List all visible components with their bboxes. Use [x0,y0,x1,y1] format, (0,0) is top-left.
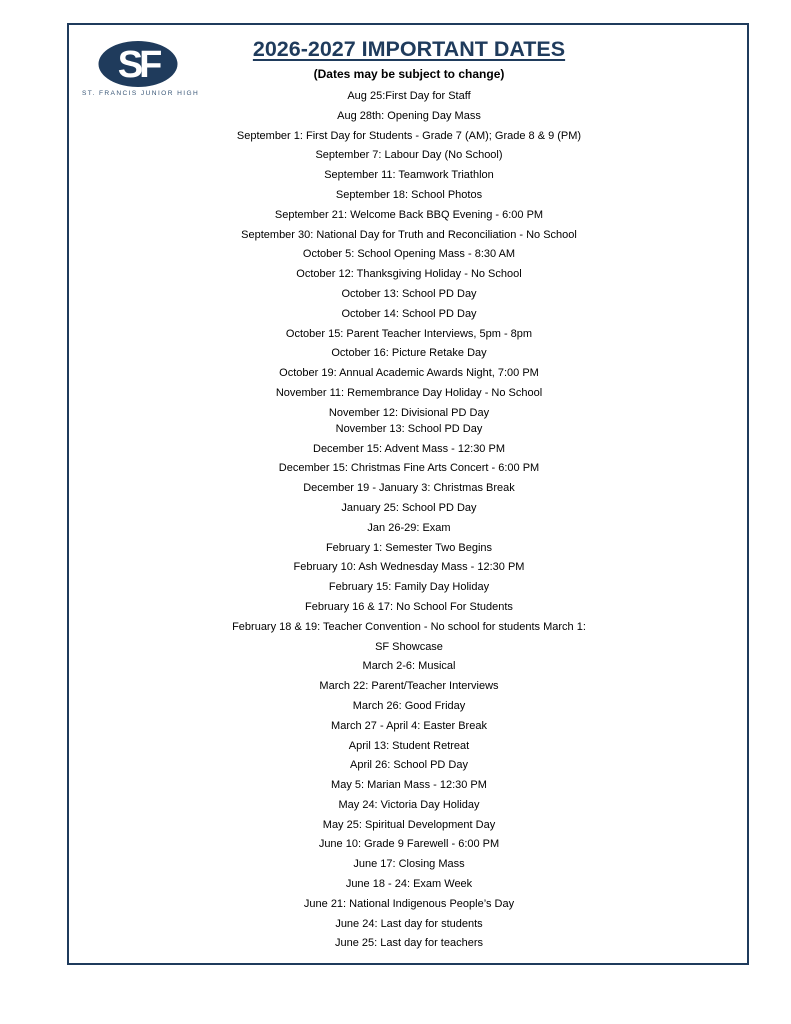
date-item: June 18 - 24: Exam Week [345,878,473,891]
date-item: September 18: School Photos [335,188,483,201]
date-item: October 14: School PD Day [341,307,477,320]
date-item: SF Showcase [375,640,443,653]
date-item: December 15: Christmas Fine Arts Concert - 6:00 PM [278,462,540,475]
date-item: February 15: Family Day Holiday [328,581,490,594]
date-item: May 24: Victoria Day Holiday [338,798,480,811]
date-item: October 19: Annual Academic Awards Night, 7:00 PM [279,367,539,380]
date-item: April 26: School PD Day [350,759,468,772]
date-item: October 12: Thanksgiving Holiday - No School [296,268,522,281]
date-item: February 10: Ash Wednesday Mass - 12:30 PM [293,561,525,574]
logo-monogram: SF [117,44,159,86]
date-item: February 1: Semester Two Begins [325,541,493,554]
important-dates-list [0,88,791,955]
date-item: January 25: School PD Day [341,501,477,514]
date-item: June 25: Last day for teachers [335,937,483,950]
date-item: October 15: Parent Teacher Interviews, 5pm - 8pm [285,327,533,340]
date-item: November 11: Remembrance Day Holiday - No School [275,386,543,399]
logo-caption: ST. FRANCIS JUNIOR HIGH [82,90,200,97]
date-item: October 16: Picture Retake Day [331,347,487,360]
date-item: September 11: Teamwork Triathlon [324,169,494,182]
date-item: February 16 & 17: No School For Students [305,600,513,613]
date-item: June 17: Closing Mass [353,858,465,871]
date-item: Jan 26-29: Exam [367,521,451,534]
date-item: June 21: National Indigenous People’s Day [303,897,515,910]
date-item: March 22: Parent/Teacher Interviews [319,680,499,693]
date-item: September 30: National Day for Truth and Reconciliation - No School [241,228,577,241]
date-item: April 13: Student Retreat [348,739,470,752]
date-item: June 24: Last day for students [335,917,483,930]
date-item: December 19 - January 3: Christmas Break [303,482,515,495]
date-item: November 12: Divisional PD Day [328,406,490,419]
date-item: March 26: Good Friday [352,699,466,712]
date-item: May 25: Spiritual Development Day [322,818,496,831]
date-item: Aug 25:First Day for Staff [347,90,471,102]
date-item: June 10: Grade 9 Farewell - 6:00 PM [318,838,500,851]
date-item: May 5: Marian Mass - 12:30 PM [331,779,487,792]
date-item: March 27 - April 4: Easter Break [331,719,487,732]
date-item: October 13: School PD Day [341,287,477,300]
date-item: September 1: First Day for Students - Grade 7 (AM); Grade 8 & 9 (PM) [236,129,582,142]
date-item: September 21: Welcome Back BBQ Evening - 6:00 PM [274,208,544,221]
date-item: Aug 28th: Opening Day Mass [337,109,481,122]
date-item: March 2-6: Musical [362,660,456,673]
date-item: February 18 & 19: Teacher Convention - No school for students March 1: [232,620,586,633]
date-item: November 13: School PD Day [335,422,483,435]
page-subtitle: (Dates may be subject to change) [313,67,505,81]
date-item: September 7: Labour Day (No School) [315,149,503,162]
page-title: 2026-2027 IMPORTANT DATES [252,37,566,61]
date-item: December 15: Advent Mass - 12:30 PM [313,442,505,455]
date-item: October 5: School Opening Mass - 8:30 AM [302,248,516,261]
